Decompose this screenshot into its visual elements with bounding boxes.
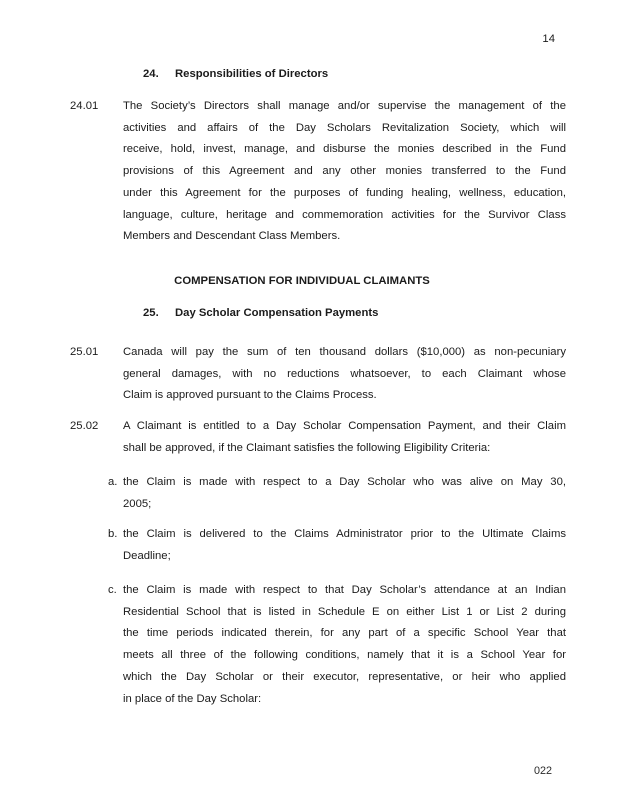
text-line: language, culture, heritage and commemoration activities for the Survivor Class	[123, 208, 566, 221]
paragraph-text	[123, 96, 566, 248]
text-line: 2005;	[123, 497, 152, 510]
list-item-letter: c.	[108, 584, 117, 596]
text-line: the Claim is delivered to the Claims Administrator prior to the Ultimate Claims	[123, 528, 566, 540]
paragraph-25-01	[70, 342, 566, 407]
compensation-banner-heading: COMPENSATION FOR INDIVIDUAL CLAIMANTS	[174, 275, 430, 287]
list-item-letter: a.	[108, 476, 118, 488]
list-item-text	[123, 472, 566, 515]
text-line: the Claim is made with respect to a Day Scholar who was alive on May 30,	[123, 476, 566, 488]
paragraph-number: 25.01	[70, 346, 99, 358]
text-line: A Claimant is entitled to a Day Scholar Compensation Payment, and their Claim	[123, 420, 566, 432]
paragraph-number: 24.01	[70, 100, 99, 112]
text-line: under this Agreement for the purposes of funding healing, wellness, education,	[123, 186, 566, 199]
section-heading-title: Responsibilities of Directors	[175, 68, 329, 80]
list-item-text	[123, 580, 566, 710]
list-item-a	[108, 472, 566, 515]
section-heading-title: Day Scholar Compensation Payments	[175, 307, 379, 319]
text-line: the time periods indicated therein, for any part of a specific School Year that	[123, 627, 566, 640]
list-item-text	[123, 524, 566, 567]
list-item-b	[108, 524, 566, 567]
text-line: in place of the Day Scholar:	[123, 692, 262, 705]
text-line: Deadline;	[123, 549, 171, 562]
text-line: the Claim is made with respect to that Day Scholar’s attendance at an Indian	[123, 584, 566, 596]
section-heading-number: 24.	[143, 68, 159, 80]
text-line: receive, hold, invest, manage, and disburse the monies described in the Fund	[123, 143, 566, 156]
list-item-c	[108, 580, 566, 710]
paragraph-text	[123, 342, 566, 407]
text-line: which the Day Scholar or their executor, representative, or heir who applied	[123, 670, 566, 683]
text-line: general damages, with no reductions whatsoever, to each Claimant whose	[123, 367, 566, 380]
text-line: The Society’s Directors shall manage and/or supervise the management of the	[123, 100, 566, 112]
text-line: Canada will pay the sum of ten thousand dollars ($10,000) as non-pecuniary	[123, 346, 566, 358]
footer-bates-number: 022	[533, 765, 552, 777]
list-item-letter: b.	[108, 528, 118, 540]
text-line: activities and affairs of the Day Scholars Revitalization Society, which will	[123, 121, 566, 134]
text-line: Claim is approved pursuant to the Claims Process.	[123, 389, 377, 402]
paragraph-text	[123, 416, 566, 459]
text-line: Residential School that is listed in Schedule E on either List 1 or List 2 during	[123, 605, 566, 618]
section-heading-24	[143, 64, 567, 86]
text-line: Members and Descendant Class Members.	[123, 230, 341, 243]
paragraph-24-01	[70, 96, 566, 248]
text-line: meets all three of the following conditions, namely that it is a School Year for	[123, 649, 566, 662]
paragraph-number: 25.02	[70, 420, 99, 432]
text-line: shall be approved, if the Claimant satisfies the following Eligibility Criteria:	[123, 441, 491, 454]
paragraph-25-02	[70, 416, 566, 459]
text-line: provisions of this Agreement and any other monies transferred to the Fund	[123, 165, 566, 178]
section-heading-number: 25.	[143, 307, 159, 319]
section-heading-25	[143, 303, 567, 325]
header-page-number: 14	[542, 33, 555, 45]
